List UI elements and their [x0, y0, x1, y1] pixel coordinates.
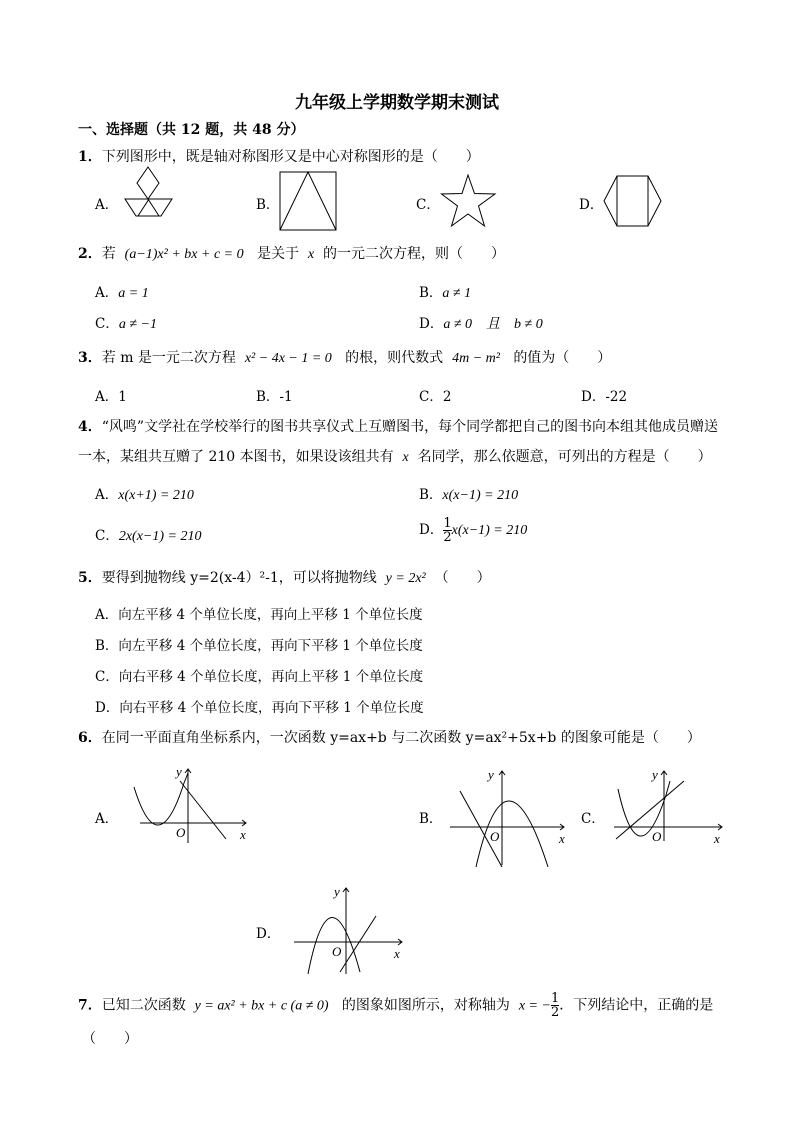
option-text: a ≠ 1: [442, 286, 472, 301]
graph-b: [446, 765, 571, 870]
option-label: B．: [419, 285, 443, 301]
axis-y-label: y: [334, 884, 340, 899]
equation: y = 2x²: [385, 571, 426, 586]
option-label: B．: [256, 389, 280, 405]
question-text: 要得到抛物线 y=2(x-4）²-1，可以将抛物线: [101, 570, 377, 586]
axis-x-label: x: [559, 831, 565, 846]
option-c: [419, 385, 451, 405]
option-label: D．: [419, 316, 444, 332]
question-text: 名同学，那么依题意，可列出的方程是（ ）: [417, 449, 712, 465]
option-label: D．: [581, 389, 606, 405]
variable: x: [402, 450, 409, 465]
question-text: 的根，则代数式: [345, 350, 444, 366]
option-label: B．: [419, 811, 443, 827]
option-a: [95, 603, 423, 623]
option-a: [95, 385, 127, 405]
option-label: D．: [256, 926, 281, 942]
axis-x-label: x: [394, 946, 400, 961]
option-label: C．: [416, 197, 440, 213]
question-text: ．下列结论中，正确的是: [559, 997, 714, 1014]
option-label: C．: [95, 669, 119, 685]
question-text: 若: [101, 246, 116, 262]
axis-y-label: y: [652, 767, 658, 782]
option-a: [95, 281, 149, 302]
option-text: 向左平移 4 个单位长度，再向下平移 1 个单位长度: [118, 638, 423, 654]
option-text: x(x−1) = 210: [442, 488, 519, 503]
option-text: x(x+1) = 210: [118, 488, 194, 503]
option-c: [95, 665, 423, 685]
question-4-line2: [78, 446, 712, 466]
question-text: 的图象如图所示，对称轴为: [341, 997, 510, 1014]
graph-d: [290, 882, 410, 977]
option-label: A．: [95, 607, 119, 623]
option-a: [95, 483, 194, 504]
variable: x: [307, 247, 315, 262]
option-text: -1: [279, 389, 293, 405]
question-number: 7．: [78, 997, 102, 1014]
question-5: [78, 567, 491, 587]
option-b: [95, 634, 423, 654]
question-text: 在同一平面直角坐标系内，一次函数 y=ax+b 与二次函数 y=ax²+5x+b 的图象可能是（ ）: [101, 730, 701, 746]
option-d: [419, 517, 527, 544]
axis-x-label: x: [240, 827, 246, 842]
option-b: [256, 385, 293, 405]
question-1: [78, 146, 480, 166]
option-text: 向右平移 4 个单位长度，再向上平移 1 个单位长度: [118, 669, 424, 685]
fraction-denominator: 2: [443, 530, 452, 545]
question-text: 的值为（ ）: [513, 350, 612, 366]
option-label: C．: [419, 389, 443, 405]
equation: (a−1)x² + bx + c = 0: [124, 247, 244, 262]
question-text: 是关于: [256, 246, 299, 262]
question-number: 6．: [78, 730, 102, 746]
option-label: A．: [95, 811, 119, 827]
option-d: [419, 312, 543, 333]
option-text: a = 1: [118, 286, 149, 301]
question-number: 2．: [78, 246, 102, 262]
option-b: [419, 483, 518, 504]
axis-y-label: y: [488, 767, 494, 782]
section-heading: 一、选择题（共 12 题，共 48 分）: [78, 122, 305, 138]
fraction-denominator: 2: [550, 1005, 560, 1020]
question-text: 的一元二次方程，则（ ）: [323, 246, 505, 262]
question-text: 一本，某组共互赠了 210 本图书，如果设该组共有: [78, 449, 394, 465]
axis-y-label: y: [176, 764, 182, 779]
option-text: a ≠ 0 且 b ≠ 0: [443, 317, 543, 332]
option-label: C．: [581, 811, 605, 827]
question-3: [78, 347, 611, 367]
figure-mitsubishi: [118, 166, 178, 232]
option-label: B．: [95, 638, 119, 654]
option-text: a ≠ −1: [118, 317, 157, 332]
option-label: C．: [95, 316, 119, 332]
page-title: 九年级上学期数学期末测试: [295, 93, 499, 113]
question-number: 5．: [78, 570, 102, 586]
question-number: 4．: [78, 419, 102, 435]
option-label: D．: [579, 197, 604, 213]
option-label: A．: [95, 389, 119, 405]
option-label: A．: [95, 487, 119, 503]
question-4-line1: [78, 416, 718, 436]
option-label: C．: [95, 528, 119, 544]
fraction-numerator: 1: [550, 991, 560, 1006]
question-text: 下列图形中，既是轴对称图形又是中心对称图形的是（ ）: [101, 149, 480, 165]
option-text: -22: [605, 389, 628, 405]
axis-x-label: x: [714, 831, 720, 846]
origin-label: O: [652, 829, 662, 844]
question-number: 1．: [78, 149, 102, 165]
option-text: 2: [442, 389, 452, 405]
option-label: B．: [256, 197, 280, 213]
option-text: 1: [118, 389, 127, 405]
option-label: A．: [95, 197, 119, 213]
figure-square-triangle: [279, 171, 339, 231]
option-text: 向右平移 4 个单位长度，再向下平移 1 个单位长度: [119, 700, 424, 716]
option-c: [95, 524, 202, 545]
question-text: “风鸣”文学社在学校举行的图书共享仪式上互赠图书，每个同学都把自己的图书向本组其他成员赠送: [101, 419, 719, 435]
question-7-line2: （ ）: [82, 1031, 138, 1047]
question-6: [78, 727, 701, 747]
origin-label: O: [332, 944, 342, 959]
question-text: 已知二次函数: [101, 997, 186, 1014]
option-c: [95, 312, 157, 333]
graph-c: [608, 765, 728, 845]
option-label: D．: [95, 700, 120, 716]
fraction: [443, 517, 451, 544]
option-text: x(x−1) = 210: [451, 523, 528, 538]
option-d: [581, 385, 627, 405]
axis-of-symmetry: x = −: [518, 998, 551, 1014]
graph-a: [128, 765, 253, 845]
figure-star: [441, 174, 497, 228]
option-d: [95, 696, 424, 716]
expression: 4m − m²: [452, 351, 500, 366]
option-label: D．: [419, 522, 444, 538]
question-text: （ ）: [434, 570, 491, 586]
equation: x² − 4x − 1 = 0: [244, 351, 332, 366]
fraction: [551, 992, 559, 1019]
option-label: A．: [95, 285, 119, 301]
option-text: 向左平移 4 个单位长度，再向上平移 1 个单位长度: [118, 607, 423, 623]
question-number: 3．: [78, 350, 102, 366]
origin-label: O: [176, 825, 186, 840]
equation: y = ax² + bx + c (a ≠ 0): [194, 998, 329, 1014]
option-b: [419, 281, 471, 302]
question-2: [78, 243, 505, 263]
fraction-numerator: 1: [443, 516, 452, 531]
figure-hexagon: [603, 175, 663, 227]
question-text: 若 m 是一元二次方程: [101, 350, 236, 366]
origin-label: O: [490, 829, 500, 844]
question-7: [78, 992, 713, 1019]
option-label: B．: [419, 487, 443, 503]
option-text: 2x(x−1) = 210: [118, 529, 202, 544]
